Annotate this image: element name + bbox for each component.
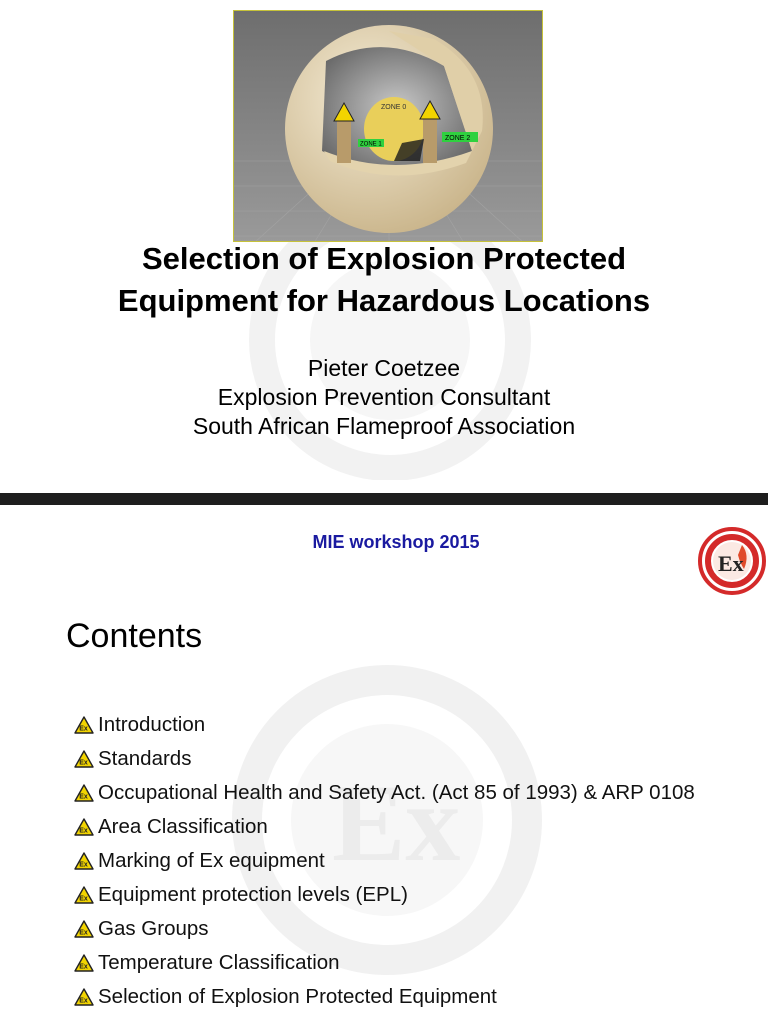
workshop-header: MIE workshop 2015 (312, 532, 480, 552)
svg-text:Ex: Ex (79, 759, 88, 767)
svg-text:Ex: Ex (79, 963, 88, 971)
list-item-text: Gas Groups (98, 917, 209, 940)
svg-text:Ex: Ex (79, 827, 88, 835)
ex-triangle-icon (74, 784, 94, 802)
title-slide (0, 0, 768, 493)
list-item (74, 708, 754, 742)
list-item (74, 742, 754, 776)
ex-triangle-icon (74, 886, 94, 904)
list-item-text: Standards (98, 747, 192, 770)
list-item (74, 776, 708, 810)
ex-triangle-icon (74, 716, 94, 734)
ex-triangle-icon (74, 852, 94, 870)
safa-logo (698, 525, 766, 597)
list-item-text: Occupational Health and Safety Act. (Act 85 of 1993) & ARP 0108 (98, 781, 695, 804)
author-role: Explosion Prevention Consultant (217, 384, 551, 410)
author-block (0, 354, 768, 441)
ex-triangle-icon (74, 818, 94, 836)
slide-divider (0, 493, 768, 505)
svg-text:Ex: Ex (79, 997, 88, 1005)
slide-title (0, 238, 768, 322)
list-item (74, 946, 754, 980)
list-item-text: Equipment protection levels (EPL) (98, 883, 408, 906)
ex-triangle-icon (74, 954, 94, 972)
author-name: Pieter Coetzee (307, 355, 461, 381)
list-item (74, 878, 754, 912)
svg-text:Ex: Ex (79, 861, 88, 869)
author-organization: South African Flameproof Association (192, 413, 576, 439)
svg-text:Ex: Ex (79, 725, 88, 733)
list-item-text: Temperature Classification (98, 951, 340, 974)
logo-ex-text: Ex (718, 551, 744, 576)
svg-text:Ex: Ex (79, 895, 88, 903)
svg-text:Ex: Ex (79, 793, 88, 801)
ex-triangle-icon (74, 750, 94, 768)
list-item-text: Selection of Explosion Protected Equipment (98, 985, 497, 1008)
list-item (74, 810, 754, 844)
zone1-label: ZONE 1 (360, 141, 382, 148)
contents-list (74, 708, 754, 1014)
list-item (74, 844, 754, 878)
zone2-label: ZONE 2 (445, 135, 471, 142)
list-item (74, 980, 754, 1014)
svg-text:Ex: Ex (332, 762, 461, 884)
ex-triangle-icon (74, 920, 94, 938)
list-item-text: Introduction (98, 713, 206, 736)
title-line-2: Equipment for Hazardous Locations (117, 283, 651, 318)
zone0-label: ZONE 0 (381, 104, 407, 111)
title-line-1: Selection of Explosion Protected (141, 241, 627, 276)
contents-heading: Contents (66, 617, 203, 655)
list-item (74, 912, 754, 946)
ex-triangle-icon (74, 988, 94, 1006)
list-item-text: Marking of Ex equipment (98, 849, 325, 872)
svg-text:Ex: Ex (79, 929, 88, 937)
list-item-text: Area Classification (98, 815, 268, 838)
contents-slide (0, 505, 768, 1024)
hero-image (233, 10, 543, 242)
